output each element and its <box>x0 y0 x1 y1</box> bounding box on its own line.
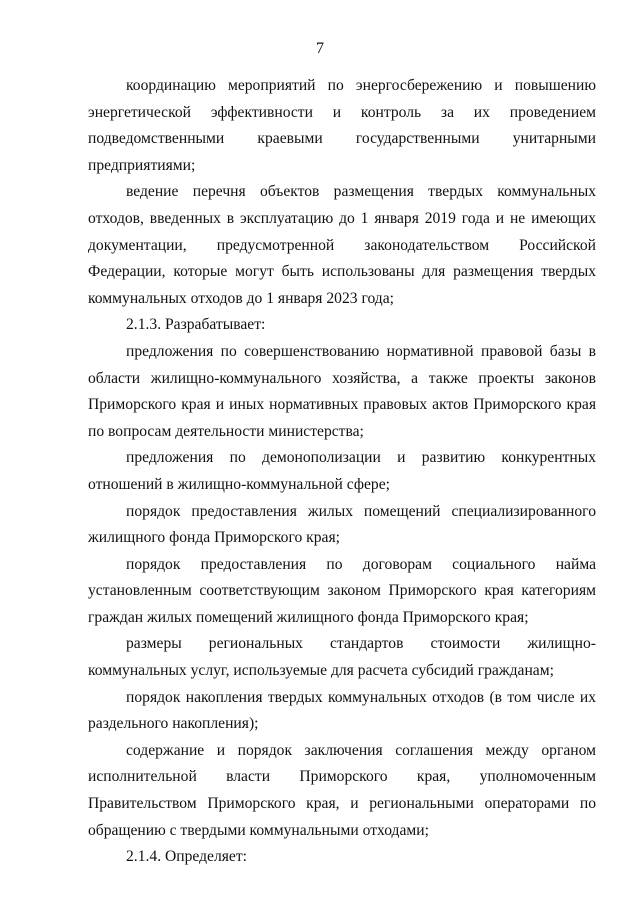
paragraph-regulatory-proposals: предложения по совершенствованию нормативной правовой базы в области жилищно-коммунального хозяйства, а также проекты законов Приморского края и иных нормативных правовых актов Приморского края по вопросам деятельности министерства; <box>88 342 596 440</box>
paragraph-waste-facilities-list: ведение перечня объектов размещения твердых коммунальных отходов, введенных в эксплуатацию до 1 января 2019 года и не имеющих документации, предусмотренной законодательством Российской Федерации, которые могут быть использованы для размещения твердых коммунальных отходов до 1 января 2023 года; <box>88 183 596 307</box>
page-number: 7 <box>316 40 324 57</box>
document-body <box>88 73 596 871</box>
paragraph-regional-operator-agreement: содержание и порядок заключения соглашения между органом исполнительной власти Приморского края, уполномоченным Правительством Приморского края, и региональными операторами по обращению с твердыми коммунальными отходами; <box>88 741 596 839</box>
paragraph-social-rent-procedure: порядок предоставления по договорам социального найма установленным соответствующим законом Приморского края категориям граждан жилых помещений жилищного фонда Приморского края; <box>88 555 596 626</box>
section-heading-2-1-3: 2.1.3. Разрабатывает: <box>126 316 266 334</box>
paragraph-utility-cost-standards: размеры региональных стандартов стоимости жилищно-коммунальных услуг, используемые для расчета субсидий гражданам; <box>88 635 596 680</box>
paragraph-waste-accumulation-procedure: порядок накопления твердых коммунальных отходов (в том числе их раздельного накопления); <box>88 688 596 733</box>
section-heading-2-1-4: 2.1.4. Определяет: <box>126 848 247 866</box>
paragraph-energy-saving-coordination: координацию мероприятий по энергосбережению и повышению энергетической эффективности и контроль за их проведением подведомственными краевыми государственными унитарными предприятиями; <box>88 77 596 174</box>
paragraph-specialized-housing-procedure: порядок предоставления жилых помещений специализированного жилищного фонда Приморского края; <box>88 502 596 547</box>
paragraph-demonopolization-proposals: предложения по демонополизации и развитию конкурентных отношений в жилищно-коммунальной сфере; <box>88 449 596 493</box>
